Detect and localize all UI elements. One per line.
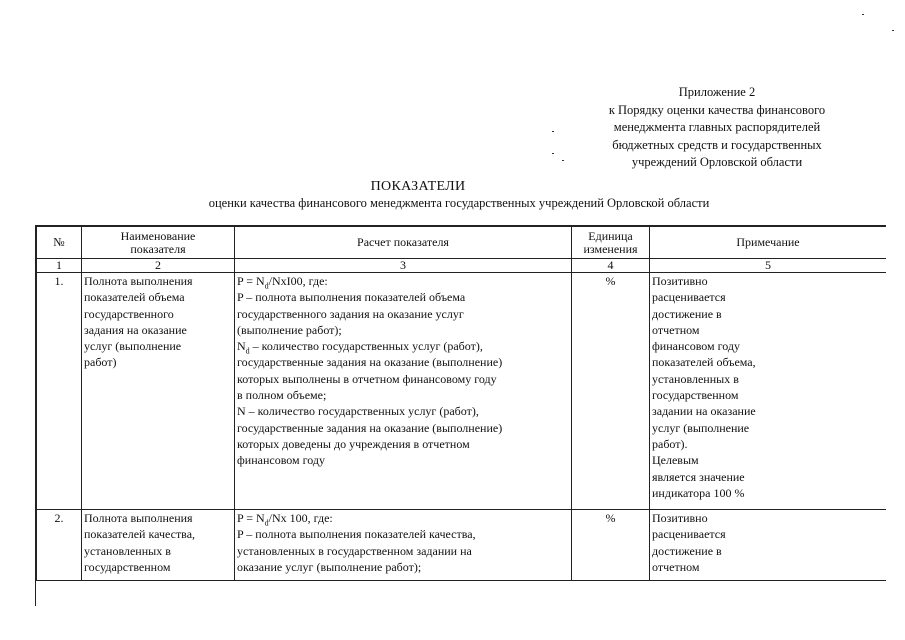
indicator-name [82, 510, 235, 581]
indicator-calculation [235, 273, 572, 510]
indicators-table [36, 226, 886, 581]
formula-subscript: d [264, 281, 269, 291]
column-number-row [37, 259, 887, 273]
indicators-table-frame [35, 225, 886, 606]
note-line: отчетном [652, 322, 700, 337]
note-line: индикатора 100 % [652, 485, 745, 500]
calc-line: P – полнота выполнения показателей объема [237, 290, 466, 305]
formula-subscript: d [264, 518, 269, 528]
appendix-line: к Порядку оценки качества финансового [608, 102, 826, 117]
name-line: государственном [84, 559, 171, 574]
note-cell [650, 273, 887, 510]
calc-text: – количество государственных услуг (работ), [249, 339, 483, 354]
document-title: ПОКАЗАТЕЛИ [370, 179, 466, 194]
formula-text: P = N [237, 511, 265, 525]
note-line: установленных в [652, 371, 739, 386]
note-line: расценивается [652, 527, 726, 542]
name-line: задания на оказание [84, 322, 187, 337]
calc-line: $N_d$ – количество государственных услуг (работ), [237, 339, 483, 356]
appendix-line: менеджмента главных распорядителей [613, 120, 821, 134]
header-note: Примечание [650, 227, 887, 259]
name-line: установленных в [84, 543, 171, 558]
note-line: услуг (выполнение [652, 420, 750, 435]
formula-text: /Nx 100, где: [268, 511, 333, 525]
col-number: 1 [37, 259, 82, 273]
note-cell [650, 510, 887, 581]
note-line: является значение [652, 469, 745, 484]
appendix-line: бюджетных средств и государственных [612, 137, 822, 152]
table-row [37, 273, 887, 510]
unit-cell: % [572, 273, 650, 510]
header-calc: Расчет показателя [235, 227, 572, 259]
header-unit [572, 227, 650, 259]
scan-speck [562, 160, 564, 161]
note-line: расценивается [652, 290, 726, 305]
col-number: 4 [572, 259, 650, 273]
document-subtitle: оценки качества финансового менеджмента государственных учреждений Орловской области [208, 196, 710, 210]
col-number: 2 [82, 259, 235, 273]
calc-line: которых выполнены в отчетном финансовому году [237, 371, 497, 386]
calc-line: государственного задания на оказание услуг [237, 306, 464, 321]
name-line: услуг (выполнение [84, 339, 182, 354]
note-line: показателей объема, [652, 355, 756, 370]
col-number: 5 [650, 259, 887, 273]
table-row [37, 510, 887, 581]
indicator-calculation [235, 510, 572, 581]
header-name-line: Наименование [120, 228, 196, 243]
note-line: достижение в [652, 543, 722, 558]
scan-speck [862, 14, 864, 15]
row-number: 2. [37, 510, 82, 581]
calc-line: в полном объеме; [237, 388, 327, 403]
formula-line [237, 510, 569, 526]
note-line: задании на оказание [652, 404, 756, 419]
note-line: Целевым [652, 453, 699, 468]
header-unit-line: изменения [583, 241, 638, 256]
col-number: 3 [235, 259, 572, 273]
formula-text: P = N [237, 274, 265, 288]
name-line: показателей объема [84, 290, 185, 305]
header-num: № [37, 227, 82, 259]
calc-line: государственные задания на оказание (выполнение) [237, 420, 503, 435]
calc-line: P – полнота выполнения показателей качества, [237, 527, 476, 542]
appendix-block [572, 84, 862, 172]
appendix-line: Приложение 2 [678, 85, 756, 99]
calc-line: установленных в государственном задании на [237, 543, 472, 558]
calc-line: (выполнение работ); [237, 322, 342, 337]
row-number: 1. [37, 273, 82, 510]
scan-speck [552, 131, 554, 132]
calc-line: N – количество государственных услуг (работ), [237, 404, 479, 419]
table-header-row [37, 227, 887, 259]
calc-line: оказание услуг (выполнение работ); [237, 559, 422, 574]
note-line: финансовом году [652, 339, 741, 354]
note-line: Позитивно [652, 274, 708, 288]
note-line: государственном [652, 388, 739, 403]
name-line: работ) [84, 355, 117, 370]
header-name-line: показателя [130, 241, 186, 256]
name-line: государственного [84, 306, 174, 321]
header-name [82, 227, 235, 259]
calc-line: которых доведены до учреждения в отчетном [237, 436, 470, 451]
note-line: Позитивно [652, 511, 708, 525]
calc-line: финансовом году [237, 453, 326, 468]
formula-subscript: d [245, 346, 250, 356]
name-line: показателей качества, [84, 527, 196, 542]
indicator-name [82, 273, 235, 510]
calc-line: государственные задания на оказание (выполнение) [237, 355, 503, 370]
formula-line [237, 273, 569, 289]
formula-text: /NxI00, где: [268, 274, 328, 288]
note-line: работ). [652, 436, 688, 451]
scan-speck [892, 30, 894, 31]
header-unit-line: Единица [588, 228, 633, 243]
name-line: Полнота выполнения [84, 274, 193, 288]
scan-speck [552, 153, 554, 154]
unit-cell: % [572, 510, 650, 581]
appendix-line: учреждений Орловской области [631, 155, 803, 169]
note-line: отчетном [652, 559, 700, 574]
note-line: достижение в [652, 306, 722, 321]
name-line: Полнота выполнения [84, 511, 193, 525]
